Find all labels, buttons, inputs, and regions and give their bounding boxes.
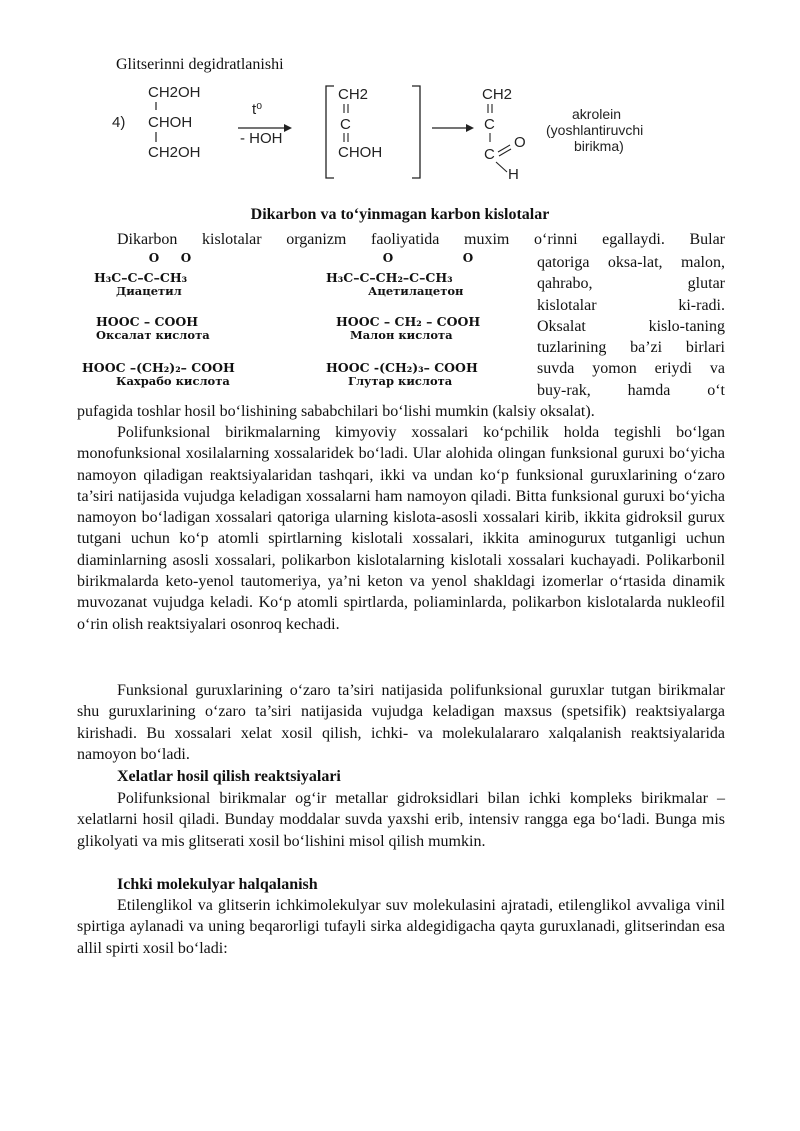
glutaric-structure: [326, 360, 478, 388]
wrap-line: qahrabo, glutar: [537, 275, 725, 293]
wrap-line: buy-rak, hamda o‘t: [537, 381, 725, 399]
oxalic-structure: [96, 314, 210, 342]
intermediate-line-1: CH2: [338, 86, 369, 103]
diacetyl-oxygen-2: O: [180, 251, 192, 265]
paragraph-1-end: pufagida toshlar hosil bo‘lishining sababchilari bo‘lishi mumkin (kalsiy oksalat).: [77, 403, 595, 420]
wrapped-text-column: [537, 252, 725, 401]
intermediate-line-3: CHOH: [338, 144, 383, 161]
diacetyl-formula: H₃C–C–C–CH₃: [94, 270, 188, 285]
succinic-formula: HOOC –(CH₂)₂– COOH: [82, 360, 235, 375]
wrap-line: kislotalar ki-radi.: [537, 296, 725, 314]
step-number: 4): [112, 114, 126, 131]
diacetyl-name: Диацетил: [116, 284, 182, 298]
heading-intramolecular: Ichki molekulyar halqalanish: [117, 876, 318, 893]
acetylacetone-oxygen-2: O: [462, 251, 474, 265]
wrap-line: qatoriga oksa-lat, malon,: [537, 254, 725, 271]
diacetyl-oxygen-1: O: [148, 251, 160, 265]
wrap-line: Oksalat kislo-taning: [537, 317, 725, 335]
condition-water-loss: - HOH: [240, 130, 283, 147]
glycerol-dehydration-reaction: [112, 80, 672, 190]
acetylacetone-structure: [326, 270, 463, 298]
product-label-3: birikma): [574, 138, 624, 154]
condition-temperature: t⁰: [252, 101, 263, 118]
succinic-structure: [82, 360, 235, 388]
glutaric-name: Глутар кислота: [348, 374, 453, 388]
succinic-name: Кахрабо кислота: [116, 374, 230, 388]
product-label-1: akrolein: [572, 106, 622, 122]
wrap-line: suvda yomon eriydi va: [537, 360, 725, 378]
malonic-name: Малон кислота: [350, 328, 453, 342]
malonic-formula: HOOC – CH₂ – COOH: [336, 314, 481, 329]
reaction-caption: Glitserinni degidratlanishi: [116, 56, 284, 73]
acetylacetone-oxygen-1: O: [382, 251, 394, 265]
intermediate-line-2: C: [340, 116, 351, 133]
product-line-2: C: [484, 116, 495, 133]
diacetyl-structure: [94, 270, 187, 298]
oxalic-name: Оксалат кислота: [96, 328, 210, 342]
product-oxygen: O: [514, 134, 526, 151]
paragraph-3: Funksional guruxlarining o‘zaro ta’siri natijasida polifunksional guruxlar tutgan birikmalar shu guruxlarining o‘zaro ta’siri natijasida vujudga keladigan maxsus (spetsifik) reaktsiyalarga kirishadi. Bu xossalari xelat xosil qilish, ichki- va molekulalararo xalqalanish reaktsiyalarida namoyon bo‘ladi.: [77, 682, 725, 763]
section-title: Dikarbon va to‘yinmagan karbon kislotalar: [250, 206, 550, 223]
intro-line: Dikarbon kislotalar organizm faoliyatida muxim o‘rinni egallaydi. Bular: [117, 231, 725, 248]
paragraph-5: Etilenglikol va glitserin ichkimolekulyar suv molekulasini ajratadi, etilenglikol avvaliga vinil spirtiga aylanadi va uning beqarorligi tufayli sirka aldegidigacha qayta guruxlanadi, glitserindan esa allil spirti xosil bo‘ladi:: [77, 897, 725, 957]
heading-chelates: Xelatlar hosil qilish reaktsiyalari: [117, 768, 341, 785]
acetylacetone-formula: H₃C–C–CH₂–C–CH₃: [326, 270, 453, 285]
wrap-line: tuzlarining ba’zi birlari: [537, 339, 725, 357]
reactant-line-1: CH2OH: [148, 84, 201, 101]
paragraph-2: Polifunksional birikmalarning kimyoviy xossalari ko‘pchilik holda tegishli bo‘lgan monofunksional xosilalarning xossalaridek bo‘ladi. Ular alohida olingan funksional guruxi bo‘yicha namoyon qiladigan reaktsiyalaridan tashqari, ikki va undan ko‘p funksional guruxlarining o‘zaro ta’siri natijasida vujudga keladigan xossalarni ham namoyon qiladi. Bitta funksional guruxi bo‘yicha namoyon bo‘ladigan xossalari qatoriga ularning kislota-asosli xossalari kirib, ikkita gidroksil gurux tutgani uchun ko‘p atomli spirtlarning kislotali xossalari, ikkita aminogurux tutganligi uchun diaminlarning asosli xossalari, polikarbon kislotalarning kislotali xossalari kuchayadi. Polikarbonil birikmalarda keto-yenol tautomeriya, ya’ni keton va yenol shakldagi izomerlar o‘rtasida dinamik muvozanat vujudga keladi. Ko‘p atomli spirtlarda, poliaminlarda, polikarbon kislotalarda nukleofil o‘rin olish reaktsiyalari osonroq kechadi.: [77, 424, 725, 633]
product-label-2: (yoshlantiruvchi: [546, 122, 644, 138]
glutaric-formula: HOOC -(CH₂)₃– COOH: [326, 360, 478, 375]
product-line-1: CH2: [482, 86, 513, 103]
product-hydrogen: H: [508, 166, 519, 183]
paragraph-4: Polifunksional birikmalar og‘ir metallar gidroksidlari bilan ichki kompleks birikmalar – xelatlarni hosil qiladi. Bunday moddalar suvda yaxshi erib, intensiv rangga ega bo‘ladi. Bunga mis glikolyati va mis glitserati xosil bo‘lishini misol qilish mumkin.: [77, 790, 725, 850]
oxalic-formula: HOOC – COOH: [96, 314, 199, 329]
malonic-structure: [336, 314, 480, 342]
reactant-line-2: CHOH: [148, 114, 193, 131]
acetylacetone-name: Ацетилацетон: [368, 284, 464, 298]
reactant-line-3: CH2OH: [148, 144, 201, 161]
product-line-3: C: [484, 146, 495, 163]
